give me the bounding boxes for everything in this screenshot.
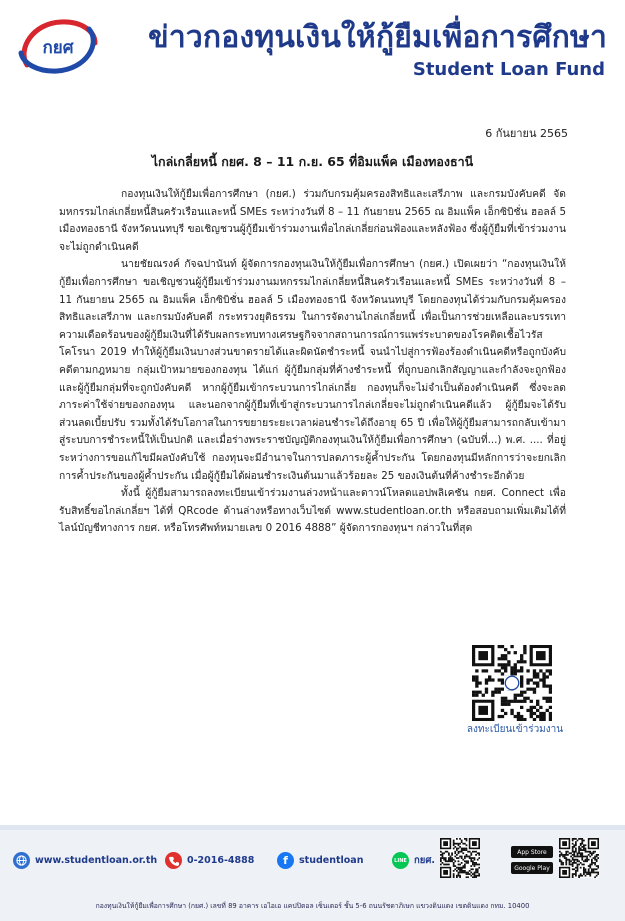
footer-address: กองทุนเงินให้กู้ยืมเพื่อการศึกษา (กยศ.) เลขที่ 89 อาคาร เอไอเอ แคปปิตอล เซ็นเตอร์ ชั้น 5-6 ถนนรัชดาภิเษก แขวงดินแดง เขตดินแดง กทม. 10400 <box>95 902 530 910</box>
page-subtitle: Student Loan Fund <box>412 59 605 80</box>
article-headline: ไกล่เกลี่ยหนี้ กยศ. 8 – 11 ก.ย. 65 ที่อิมแพ็ค เมืองทองธานี <box>151 154 474 169</box>
footer-phone-link[interactable] <box>165 852 254 869</box>
app-store-icon[interactable]: App Store <box>511 846 553 858</box>
footer-website: www.studentloan.or.th <box>35 855 158 866</box>
globe-icon <box>13 852 30 869</box>
footer-facebook: studentloan <box>299 855 364 866</box>
phone-icon <box>165 852 182 869</box>
facebook-icon: f <box>277 852 294 869</box>
qr-caption: ลงทะเบียนเข้าร่วมงาน <box>466 724 564 735</box>
footer-facebook-link[interactable] <box>277 852 363 869</box>
header <box>0 0 625 95</box>
article-paragraph: นายชัยณรงค์ กัจฉปานันท์ ผู้จัดการกองทุนเงินให้กู้ยืมเพื่อการศึกษา (กยศ.) เปิดเผยว่า “กองทุนเงินให้กู้ยืมเพื่อการศึกษา ขอเชิญชวนผู้กู้ยืมเข้าร่วมงานมหกรรมไกล่เกลี่ยหนี้สินครัวเรือนและหนี้ SMEs ระหว่างวันที่ 8 – 11 กันยายน 2565 ณ อิมแพ็ค เอ็กซิบิชั่น ฮอลล์ 5 เมืองทองธานี จังหวัดนนทบุรี โดยกองทุนได้ร่วมกับกรมคุ้มครองสิทธิและเสรีภาพ และกรมบังคับคดี กระทรวงยุติธรรม ในการจัดงานไกล่เกลี่ยหนี้ เพื่อเป็นการช่วยเหลือและบรรเทาความเดือดร้อนของผู้กู้ยืมเงินที่ได้รับผลกระทบทางเศรษฐกิจจากสถานการณ์การแพร่ระบาดของโรคติดเชื้อไวรัสโคโรนา 2019 ทำให้ผู้กู้ยืมเงินบางส่วนขาดรายได้และผิดนัดชำระหนี้ จนนำไปสู่การฟ้องร้องดำเนินคดีหรือถูกบังคับคดีตามกฎหมาย กลุ่มเป้าหมายของกองทุน ได้แก่ ผู้กู้ยืมกลุ่มที่ค้างชำระหนี้ ที่ถูกบอกเลิกสัญญาและกำลังจะถูกฟ้อง และผู้กู้ยืมกลุ่มที่จะถูกบังคับคดี หากผู้กู้ยืมเข้ากระบวนการไกล่เกลี่ย กองทุนก็จะไม่จำเป็นต้องดำเนินคดี ซึ่งจะลดภาระค่าใช้จ่ายของกองทุน และนอกจากผู้กู้ยืมที่เข้าสู่กระบวนการไกล่เกลี่ยจะไม่ถูกดำเนินคดีแล้ว ผู้กู้ยืมจะได้รับส่วนลดเบี้ยปรับ รวมทั้งได้รับโอกาสในการขยายระยะเวลาผ่อนชำระได้ถึงอายุ 65 ปี เพื่อให้ผู้กู้ยืมสามารถกลับเข้ามาสู่ระบบการชำระหนี้ให้เป็นปกติ และเมื่อร่างพระราชบัญญัติกองทุนเงินให้กู้ยืมเพื่อการศึกษา (ฉบับที่...) พ.ศ. .... ที่อยู่ระหว่างการขอแก้ไขมีผลบังคับใช้ กองทุนจะมีอำนาจในการปลดภาระผู้ค้ำประกัน โดยกองทุนมีหลักการว่าจะยกเลิกการค้ำประกันของผู้ค้ำประกัน เมื่อผู้กู้ยืมได้ผ่อนชำระเงินต้นมาแล้วร้อยละ 25 ของเงินต้นที่ค้างชำระอีกด้วย <box>59 258 566 482</box>
article-body <box>59 186 566 538</box>
line-icon: LINE <box>392 852 409 869</box>
registration-qr-code[interactable] <box>472 645 552 721</box>
logo-text: กยศ <box>42 38 74 58</box>
footer-phone: 0-2016-4888 <box>187 855 255 866</box>
page-title: ข่าวกองทุนเงินให้กู้ยืมเพื่อการศึกษา <box>148 20 607 55</box>
footer-website-link[interactable] <box>13 852 157 869</box>
logo-mark <box>15 17 101 75</box>
footer-divider <box>0 825 625 830</box>
footer-line-link[interactable] <box>392 852 435 869</box>
article-paragraph: กองทุนเงินให้กู้ยืมเพื่อการศึกษา (กยศ.) ร่วมกับกรมคุ้มครองสิทธิและเสรีภาพ และกรมบังคับคดี จัดมหกรรมไกล่เกลี่ยหนี้สินครัวเรือนและหนี้ SMEs ระหว่างวันที่ 8 – 11 กันยายน 2565 ณ อิมแพ็ค เอ็กซิบิชั่น ฮอลล์ 5 เมืองทองธานี จังหวัดนนทบุรี ขอเชิญชวนผู้กู้ยืมเข้าร่วมงานเพื่อไกล่เกลี่ยก่อนฟ้องและหลังฟ้อง ซึ่งผู้กู้ยืมที่เข้าร่วมงานจะไม่ถูกดำเนินคดี <box>59 188 566 253</box>
article-paragraph: ทั้งนี้ ผู้กู้ยืมสามารถลงทะเบียนเข้าร่วมงานล่วงหน้าและดาวน์โหลดแอปพลิเคชัน กยศ. Connect เพื่อรับสิทธิ์ขอไกล่เกลี่ยฯ ได้ที่ QRcode ด้านล่างหรือทางเว็บไซต์ www.studentloan.or.th หรือสอบถามเพิ่มเติมได้ที่ไลน์บัญชีทางการ กยศ. หรือโทรศัพท์หมายเลข 0 2016 4888” ผู้จัดการกองทุนฯ กล่าวในที่สุด <box>59 487 566 535</box>
qr-code-icon[interactable] <box>440 838 480 878</box>
google-play-icon[interactable]: Google Play <box>511 862 553 874</box>
footer-line: กยศ. <box>414 855 435 866</box>
logo <box>15 17 101 75</box>
app-store-badges <box>511 846 553 878</box>
article-date: 6 กันยายน 2565 <box>485 127 568 140</box>
qr-code-icon <box>472 645 552 721</box>
footer <box>0 825 625 921</box>
qr-code-icon[interactable] <box>559 838 599 878</box>
